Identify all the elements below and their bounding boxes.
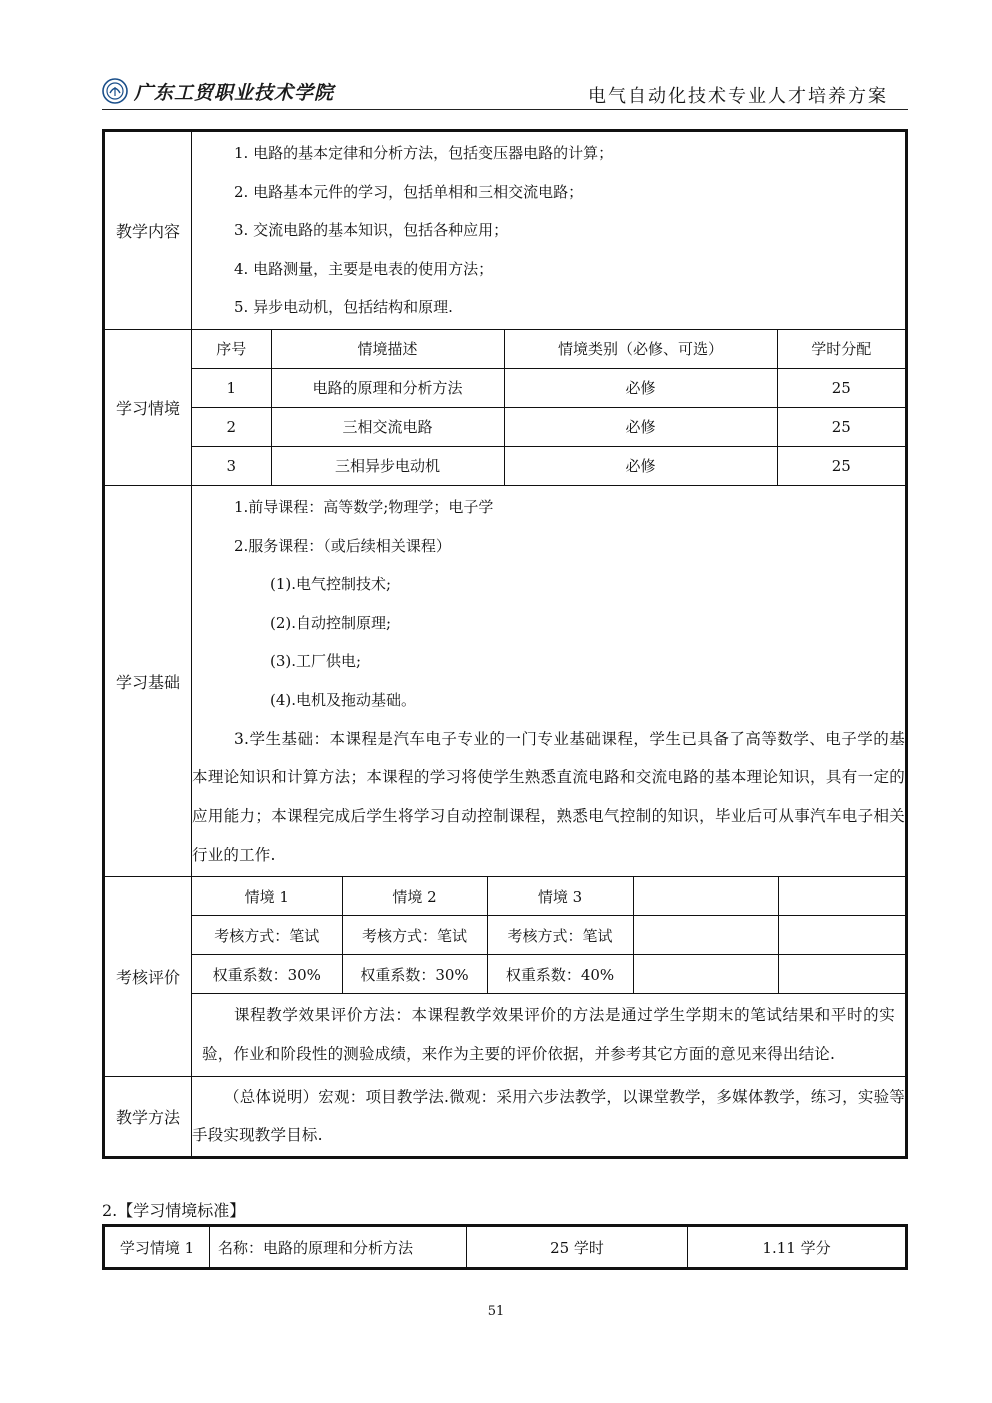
- learning-basis-row: [104, 485, 907, 876]
- learning-situations-label: 学习情境: [104, 329, 192, 485]
- assessment-weight: [633, 955, 778, 994]
- assessment-weight-row: [192, 955, 905, 994]
- school-name: 广东工贸职业技术学院: [134, 81, 335, 104]
- school-logo: [102, 76, 334, 106]
- situation-name: 名称：电路的原理和分析方法: [210, 1226, 467, 1269]
- assessment-situation: 情境 1: [192, 877, 342, 916]
- header-rule: [102, 109, 908, 110]
- content-item: 1. 电路的基本定律和分析方法，包括变压器电路的计算；: [234, 144, 614, 162]
- assessment-method: 考核方式：笔试: [192, 916, 342, 955]
- learning-basis-cell: [192, 485, 907, 876]
- assessment-method-row: [192, 916, 905, 955]
- content-item: 2. 电路基本元件的学习，包括单相和三相交流电路；: [234, 182, 584, 201]
- table-row: [192, 446, 905, 485]
- teaching-method-text: （总体说明）宏观：项目教学法.微观：采用六步法教学，以课堂教学，多媒体教学，练习，实验等手段实现教学目标.: [192, 1087, 905, 1145]
- header-hours: 学时分配: [777, 330, 905, 369]
- assessment-situation-row: [192, 877, 905, 916]
- section-title: 2.【学习情境标准】: [102, 1201, 246, 1220]
- service-item: (1).电气控制技术;: [270, 575, 392, 594]
- situation-standard-table: [102, 1224, 908, 1270]
- learning-situations-row: [104, 329, 907, 485]
- row-hours: 25: [777, 368, 905, 407]
- assessment-method: [778, 916, 905, 955]
- table-header-row: [192, 330, 905, 369]
- row-desc: 三相异步电动机: [271, 446, 504, 485]
- service-item: (4).电机及拖动基础。: [270, 690, 417, 709]
- assessment-row: [104, 877, 907, 1076]
- row-seq: 1: [192, 368, 271, 407]
- header-desc: 情境描述: [271, 330, 504, 369]
- situation-id: 学习情境 1: [104, 1226, 210, 1269]
- assessment-weight: 权重系数：30%: [192, 955, 342, 994]
- assessment-method: 考核方式：笔试: [342, 916, 487, 955]
- learning-basis-label: 学习基础: [104, 485, 192, 876]
- row-desc: 三相交流电路: [271, 407, 504, 446]
- student-basis: 3.学生基础：本课程是汽车电子专业的一门专业基础课程，学生已具备了高等数学、电子学的基本理论知识和计算方法；本课程的学习将使学生熟悉直流电路和交流电路的基本理论知识，具有一定的应用能力；本课程完成后学生将学习自动控制课程，熟悉电气控制的知识，毕业后可从事汽车电子相关行业的工作.: [192, 729, 905, 864]
- assessment-evaluation-cell: [192, 994, 905, 1076]
- school-seal-icon: [102, 78, 128, 104]
- teaching-method-cell: [192, 1076, 907, 1157]
- row-category: 必修: [504, 407, 777, 446]
- header-seq: 序号: [192, 330, 271, 369]
- learning-situations-cell: [192, 329, 907, 485]
- assessment-evaluation: 课程教学效果评价方法：本课程教学效果评价的方法是通过学生学期末的笔试结果和平时的实验，作业和阶段性的测验成绩，来作为主要的评价依据，并参考其它方面的意见来得出结论.: [202, 1006, 895, 1064]
- assessment-method: 考核方式：笔试: [487, 916, 633, 955]
- situation-hours: 25 学时: [467, 1226, 688, 1269]
- page-header: [102, 72, 908, 110]
- content-item: 5. 异步电动机，包括结构和原理.: [234, 298, 453, 317]
- assessment-weight: [778, 955, 905, 994]
- document-title: 电气自动化技术专业人才培养方案: [588, 86, 888, 107]
- assessment-weight: 权重系数：40%: [487, 955, 633, 994]
- teaching-content-row: [104, 131, 907, 330]
- row-seq: 2: [192, 407, 271, 446]
- assessment-table: [192, 877, 905, 1075]
- page-number: 51: [487, 1304, 505, 1319]
- teaching-method-label: 教学方法: [104, 1076, 192, 1157]
- row-category: 必修: [504, 446, 777, 485]
- service-item: (2).自动控制原理;: [270, 613, 392, 632]
- assessment-label: 考核评价: [104, 877, 192, 1076]
- prereq-courses: 1.前导课程：高等数学;物理学；电子学: [234, 497, 494, 516]
- row-hours: 25: [777, 407, 905, 446]
- table-row: [104, 1226, 907, 1269]
- row-seq: 3: [192, 446, 271, 485]
- assessment-situation: 情境 3: [487, 877, 633, 916]
- assessment-situation: [778, 877, 905, 916]
- situations-table: [192, 330, 905, 485]
- course-table: [102, 129, 908, 1159]
- content-item: 4. 电路测量，主要是电表的使用方法；: [234, 259, 494, 278]
- teaching-method-row: [104, 1076, 907, 1157]
- service-courses: 2.服务课程：（或后续相关课程）: [234, 536, 451, 555]
- assessment-cell: [192, 877, 907, 1076]
- header-category: 情境类别（必修、可选）: [504, 330, 777, 369]
- assessment-evaluation-row: [192, 994, 905, 1076]
- table-row: [192, 407, 905, 446]
- row-category: 必修: [504, 368, 777, 407]
- service-item: (3).工厂供电;: [270, 652, 362, 671]
- assessment-weight: 权重系数：30%: [342, 955, 487, 994]
- assessment-situation: 情境 2: [342, 877, 487, 916]
- table-row: [192, 368, 905, 407]
- teaching-content-label: 教学内容: [104, 131, 192, 330]
- assessment-situation: [633, 877, 778, 916]
- row-desc: 电路的原理和分析方法: [271, 368, 504, 407]
- situation-credits: 1.11 学分: [688, 1226, 907, 1269]
- content-item: 3. 交流电路的基本知识，包括各种应用；: [234, 221, 509, 240]
- row-hours: 25: [777, 446, 905, 485]
- teaching-content-cell: [192, 131, 907, 330]
- assessment-method: [633, 916, 778, 955]
